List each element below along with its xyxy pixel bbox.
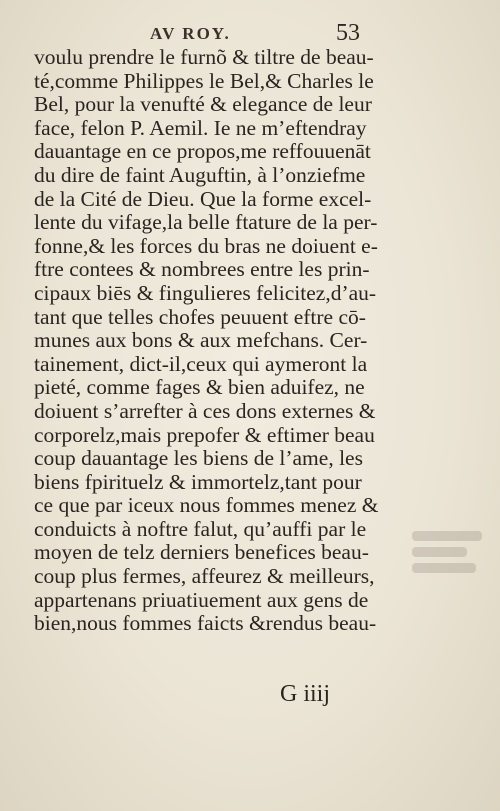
text-line: coup dauantage les biens de l’ame, les	[34, 446, 363, 471]
text-line: lente du vifage,la belle ftature de la per-	[34, 210, 378, 235]
text-line: Bel, pour la venufté & elegance de leur	[34, 92, 372, 117]
page-number: 53	[336, 20, 360, 46]
text-line: de la Cité de Dieu. Que la forme excel-	[34, 186, 372, 211]
text-line: munes aux bons & aux mefchans. Cer-	[34, 328, 368, 353]
text-line: corporelz,mais prepofer & eftimer beau	[34, 422, 375, 447]
text-line: moyen de telz derniers benefices beau-	[34, 540, 369, 565]
text-line: ftre contees & nombrees entre les prin-	[34, 257, 370, 282]
text-line: bien,nous fommes faicts &rendus beau-	[34, 611, 377, 636]
text-line: té,comme Philippes le Bel,& Charles le	[34, 68, 374, 93]
text-line: tainement, dict-il,ceux qui aymeront la	[34, 351, 368, 376]
text-line: conduicts à noftre falut, qu’auffi par le	[34, 516, 367, 541]
text-line: voulu prendre le furnõ & tiltre de beau-	[34, 45, 374, 69]
text-line: fonne,& les forces du bras ne doiuent e-	[34, 233, 378, 258]
text-line: doiuent s’arrefter à ces dons externes &	[34, 398, 376, 423]
text-line: pieté, comme fages & bien aduifez, ne	[34, 375, 365, 400]
body-text	[34, 46, 406, 636]
text-line: appartenans priuatiuement aux gens de	[34, 587, 369, 612]
running-head: AV ROY.	[150, 24, 231, 43]
text-line: cipaux biēs & fingulieres felicitez,d’au-	[34, 280, 377, 305]
text-line: biens fpirituelz & immortelz,tant pour	[34, 469, 362, 494]
text-line: tant que telles chofes peuuent eftre cō-	[34, 304, 366, 329]
text-line: du dire de faint Auguftin, à l’onziefme	[34, 162, 366, 187]
text-line: face, felon P. Aemil. Ie ne m’eftendray	[34, 115, 367, 140]
signature-mark: G iiij	[280, 681, 331, 707]
ink-bleed-through	[412, 525, 492, 595]
text-line: ce que par iceux nous fommes menez &	[34, 493, 379, 518]
text-line: dauantage en ce propos,me reffouuenāt	[34, 139, 371, 164]
text-line: coup plus fermes, affeurez & meilleurs,	[34, 564, 375, 589]
